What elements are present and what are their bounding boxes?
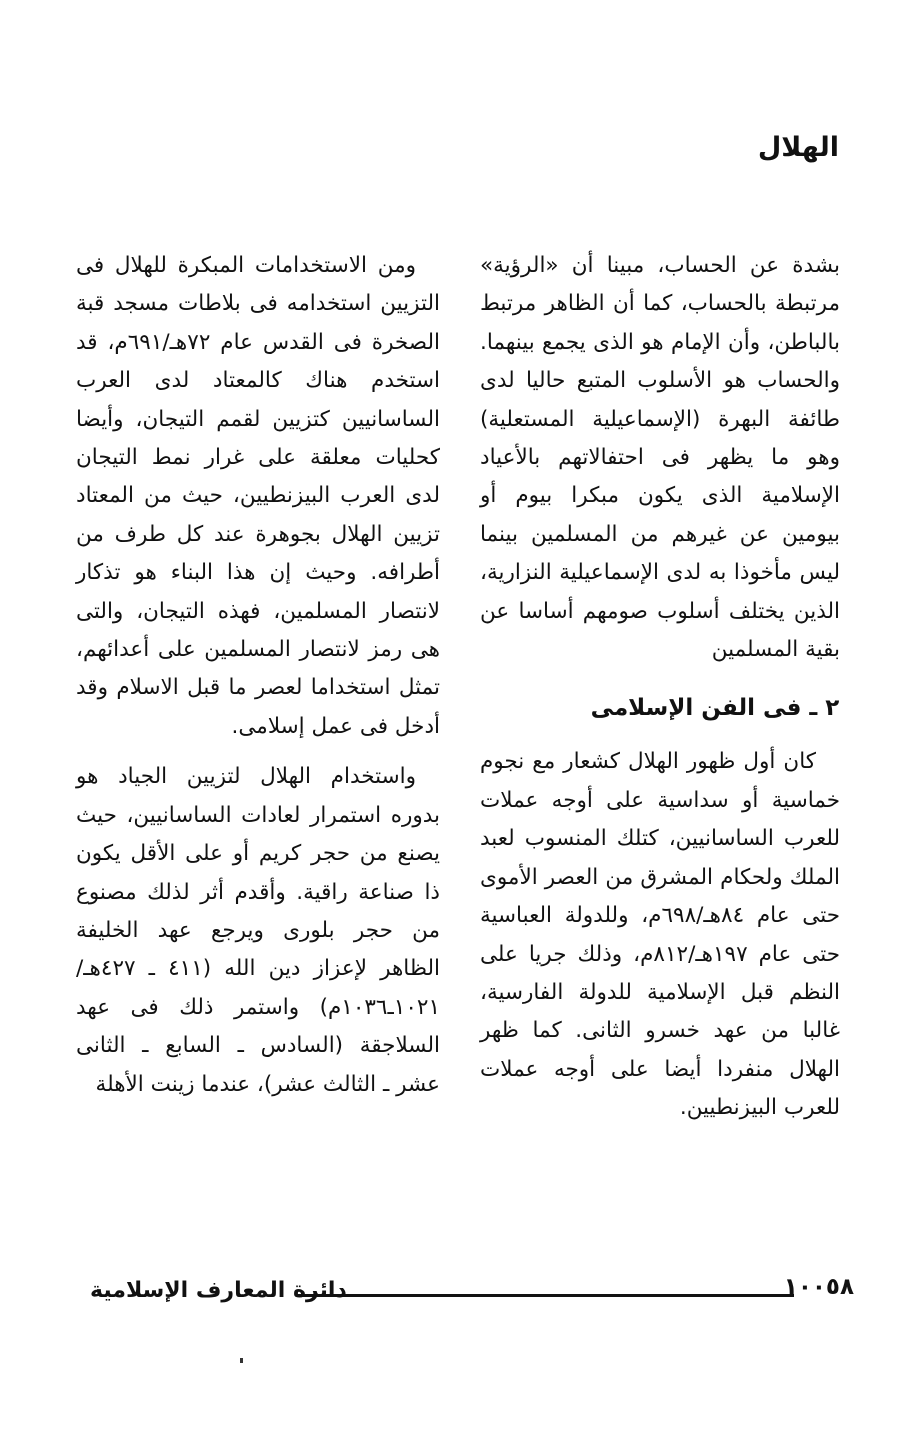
left-column-paragraph: ومن الاستخدامات المبكرة للهلال فى التزيين استخدامه فى بلاطات مسجد قبة الصخرة فى القدس عام ٧٢هـ/٦٩١م، قد استخدم هناك كالمعتاد لدى العرب الساسانيين كتزيين لقمم التيجان، وأيضا كحليات معلقة على غرار نمط التيجان لدى العرب البيزنطيين، حيث من المعتاد تزيين الهلال بجوهرة عند كل طرف من أطرافه. وحيث إن هذا البناء هو تذكار لانتصار المسلمين، فهذه التيجان، والتى هى رمز لانتصار المسلمين على أعدائهم، تمثل استخداما لعصر ما قبل الاسلام وقد أدخل فى عمل إسلامى. — [76, 253, 440, 739]
left-column-paragraph: واستخدام الهلال لتزيين الجياد هو بدوره استمرار لعادات الساسانيين، حيث يصنع من حجر كريم أو على الأقل يكون ذا صناعة راقية. وأقدم أثر لذلك مصنوع من حجر بلورى ويرجع عهد الخليفة الظاهر لإعزاز دين الله (٤١١ ـ ٤٢٧هـ/١٠٢١ـ١٠٣٦م) واستمر ذلك فى عهد السلاجقة (السادس ـ السابع ـ الثانى عشر ـ الثالث عشر)، عندما زينت الأهلة — [76, 764, 440, 1097]
right-column-paragraph: بشدة عن الحساب، مبينا أن «الرؤية» مرتبطة بالحساب، كما أن الظاهر مرتبط بالباطن، وأن الإمام هو الذى يجمع بينهما. والحساب هو الأسلوب المتبع حاليا لدى طائفة البهرة (الإسماعيلية المستعلية) وهو ما يظهر فى احتفالاتهم بالأعياد الإسلامية الذى يكون مبكرا بيوم أو بيومين عن غيرهم من المسلمين بينما ليس مأخوذا به لدى الإسماعيلية النزارية، الذين يختلف أسلوب صومهم أساسا عن بقية المسلمين — [480, 253, 840, 663]
page-footer — [74, 1262, 854, 1312]
right-column — [480, 247, 840, 1128]
page-number: ١٠٠٥٨ — [783, 1274, 854, 1300]
running-header-title: الهلال — [757, 132, 839, 163]
right-column-paragraph: كان أول ظهور الهلال كشعار مع نجوم خماسية أو سداسية على أوجه عملات للعرب الساسانيين، كتلك المنسوب لعبد الملك ولحكام المشرق من العصر الأموى حتى عام ٨٤هـ/٦٩٨م، وللدولة العباسية حتى عام ١٩٧هـ/٨١٢م، وذلك جريا على النظم قبل الإسلامية للدولة الفارسية، غالبا من عهد خسرو الثانى. كما ظهر الهلال منفردا أيضا على أوجه عملات للعرب البيزنطيين. — [480, 749, 841, 1121]
left-column — [76, 247, 440, 1104]
section-heading: ٢ ـ فى الفن الإسلامى — [590, 695, 840, 722]
print-speck — [240, 1358, 243, 1363]
footer-publication-title: دائرة المعارف الإسلامية — [90, 1278, 347, 1303]
footer-divider — [296, 1294, 794, 1297]
